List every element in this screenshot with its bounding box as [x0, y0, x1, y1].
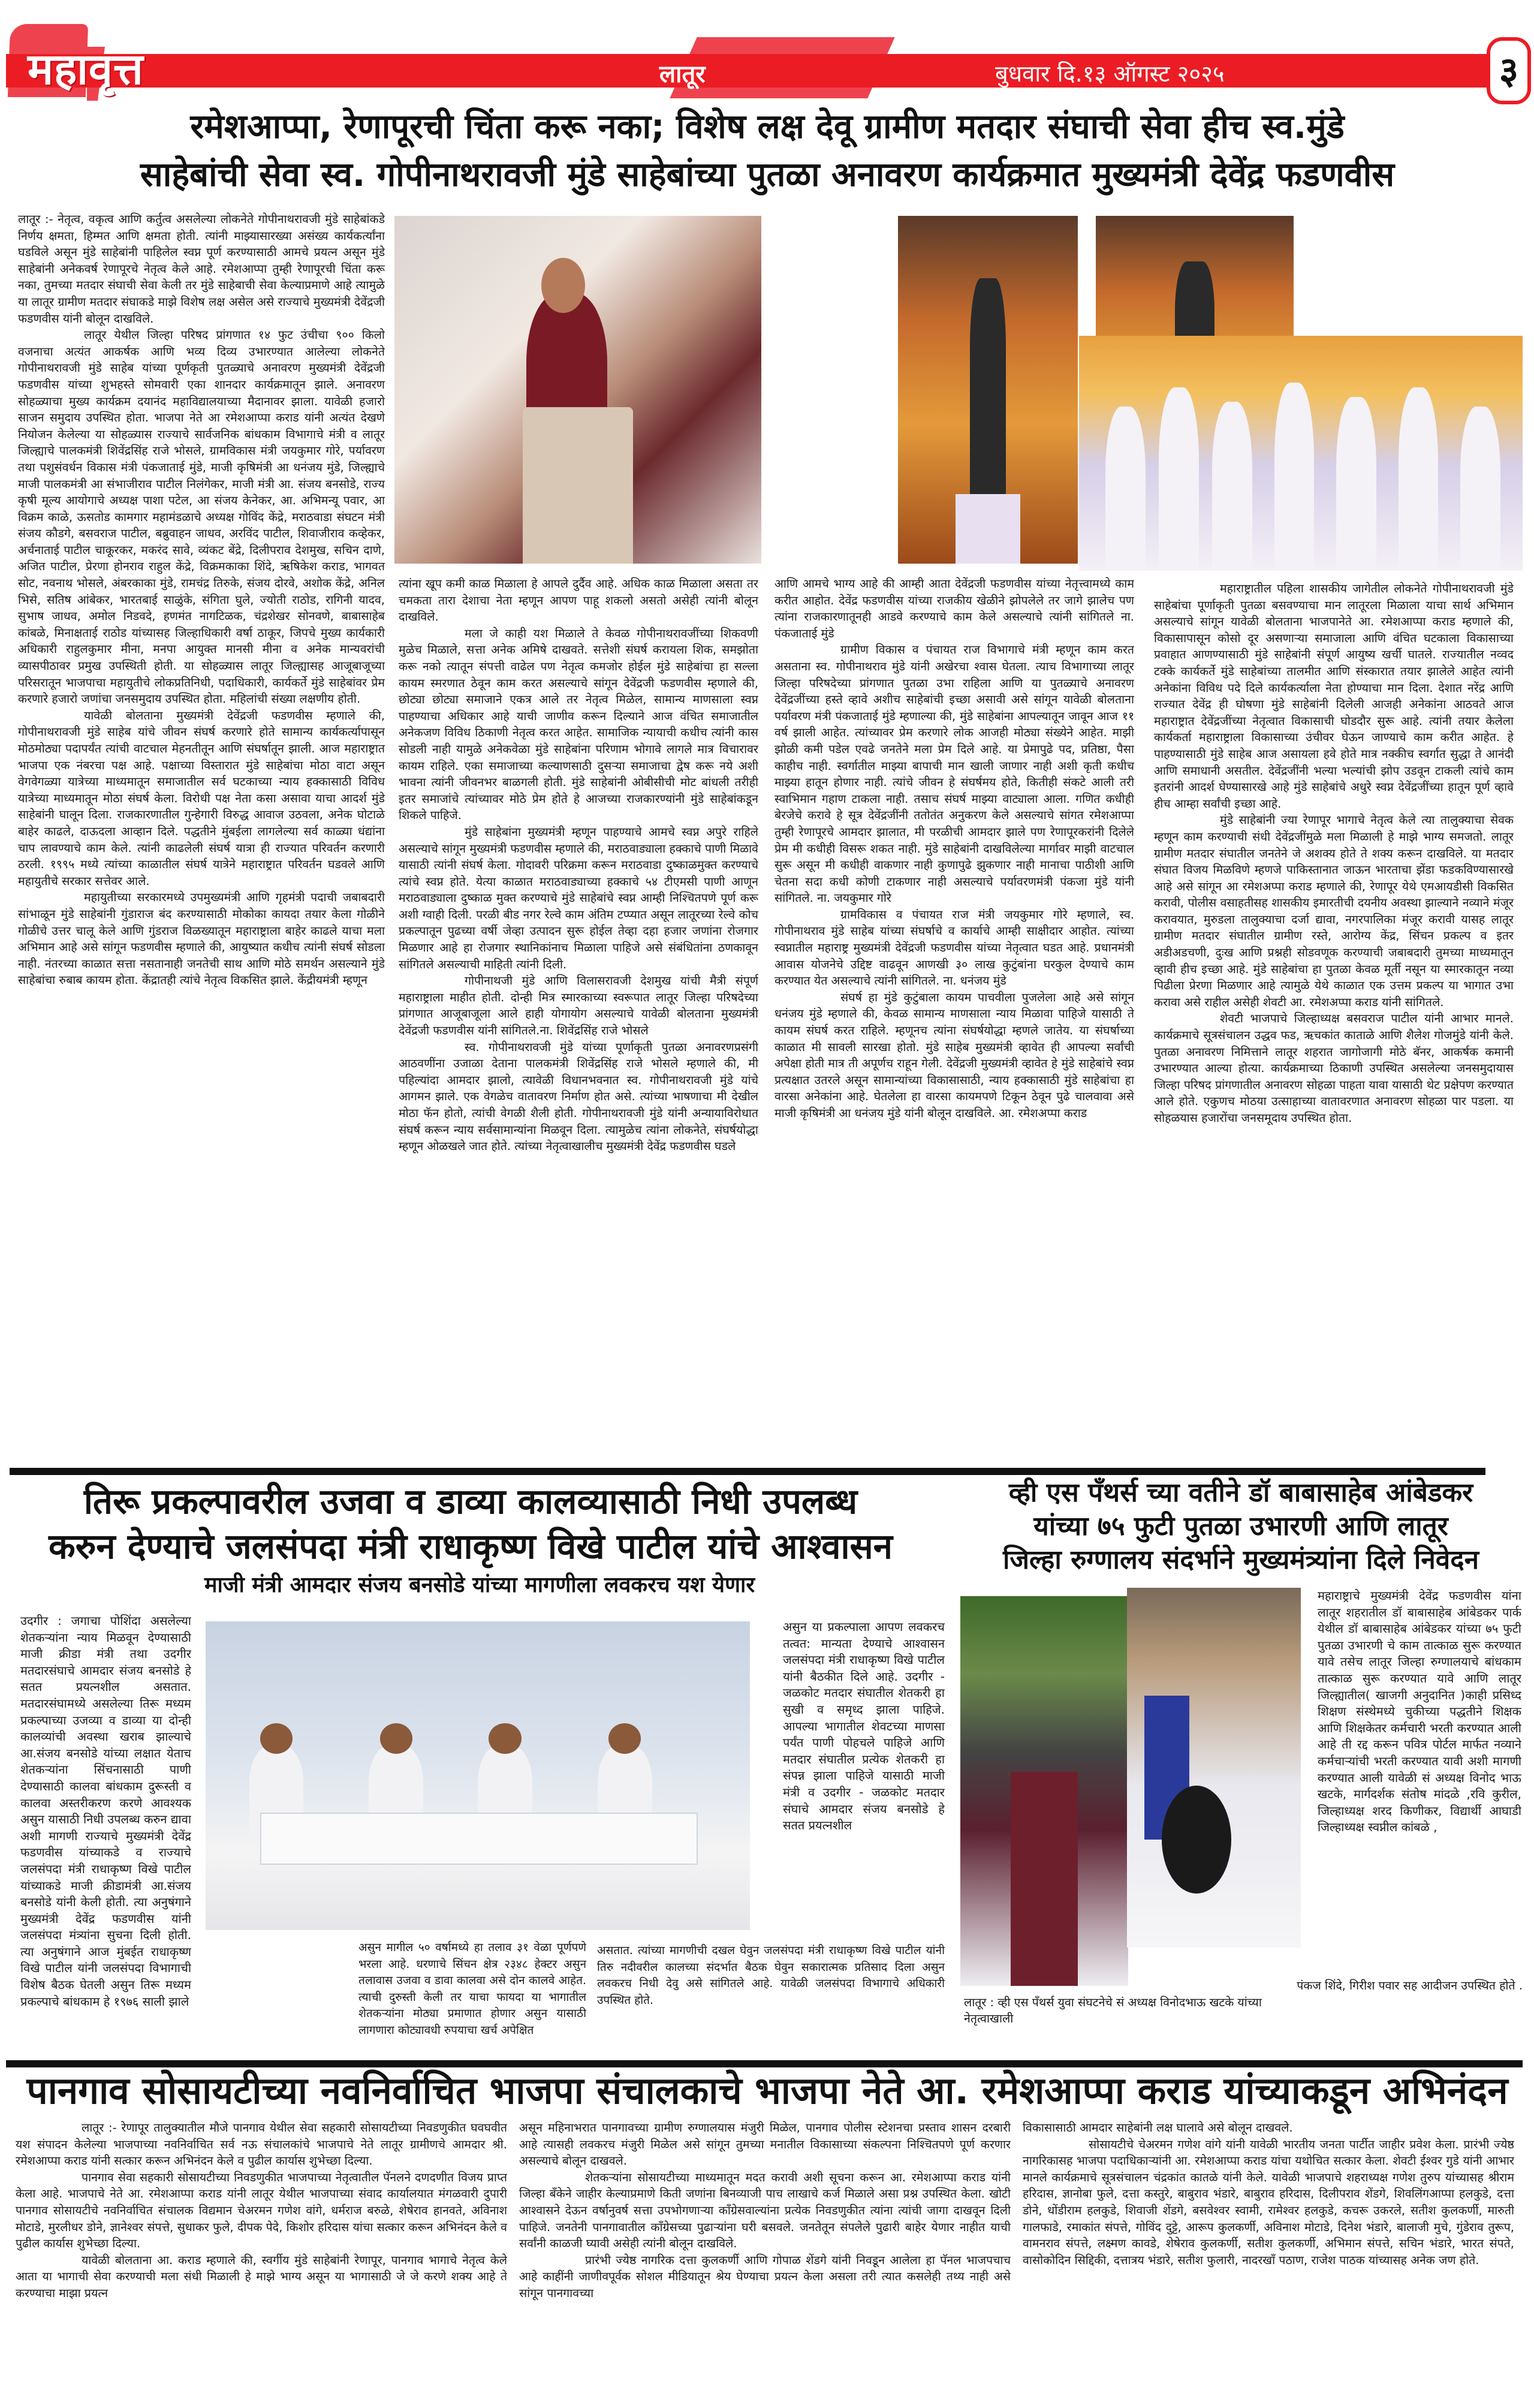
story1-col4-para: महाराष्ट्रातील पहिला शासकीय जागेतील लोकनेते गोपीनाथरावजी मुंडे साहेबांचा पूर्णाकृती पुतळा बसवण्याचा मान लातूरला मिळाला याचा सार्थ अभिमान असल्याचे सांगून यावेळी बोलताना भाजपानेते आ. रमेशआप्पा कराड म्हणाले की, विकासापासून कोसो दूर असणाऱ्या समाजाला आणि वंचित घटकाला विकासाच्या प्रवाहात आणण्यासाठी मुंडे साहेबांनी संपूर्ण आयुष्य खर्ची घातले. राज्यातील नव्वद टक्के कार्यकर्ते मुंडे साहेबांच्या तालमीत आणि संस्कारात तयार झालेले आहेत त्यांनी अनेकांना विविध पदे दिले कार्यकर्त्याला नेता होण्याचा मान दिला. देशात नरेंद्र आणि राज्यात देवेंद्र ही घोषणा मुंडे साहेबांनी दिलेली आजही अनेकांना आठवते आज महाराष्ट्रात देवेंद्रजींच्या नेतृत्वात विकासाची घोडदौर सुरू आहे. त्यांनी तयार केलेला कार्यकर्ता महाराष्ट्राला विकासाच्या उंचीवर घेऊन जाण्याचे काम करीत आहेत. हे पाहण्यासाठी मुंडे साहेब आज असायला हवे होते मात्र नक्कीच स्वर्गात सुद्धा ते आनंदी आणि समाधानी असतील. देवेंद्रजींनी भल्या भल्यांची झोप उडवून टाकली त्यांचे काम इतरांनी आदर्श घेण्यासारखे आहे मुंडे साहेबांचे अधुरे स्वप्न देवेंद्रजींच्या हातून पूर्ण व्हावे हीच आम्हा सर्वांची इच्छा आहे.	[1154, 582, 1514, 811]
story2-column-1	[20, 1613, 191, 2045]
story1-col1-para: यावेळी बोलताना मुख्यमंत्री देवेंद्रजी फडणवीस म्हणाले की, गोपीनाथरावजी मुंडे साहेब यांचे जीवन संघर्ष करणारे होते सामान्य कार्यकर्त्यापासून मोठमोठ्या पदापर्यंत त्यांची वाटचाल मेहनतीतून आणि संघर्षातून झाली. आज महाराष्ट्रात भाजपा एक नंबरचा पक्ष आहे. पक्षाच्या विस्तारात मुंडे साहेबांचा मोठा वाटा असून वेगवेगळ्या यात्रेच्या माध्यमातून समाजातील सर्व घटकाच्या न्याय हक्कासाठी विविध यात्रेच्या माध्यमातून मोठा संघर्ष केला. विरोधी पक्ष नेता कसा असावा याचा आदर्श मुंडे साहेबांनी घालून दिला. राजकारणातील गुन्हेगारी विरुद्ध आवाज उठवला, अनेक घोटाळे बाहेर काढले, दाऊदला आव्हान दिले. पद्धतीने मुंबईला लागलेल्या सर्व काळ्या धंद्यांना चाप लावण्याचे काम केले. त्यांनी काढलेली संघर्ष यात्रा ही राज्यात परिवर्तन करणारी ठरली. १९९५ मध्ये त्यांच्या काळातील संघर्ष यात्रेने महाराष्ट्रात परिवर्तन घडवले आणि महायुतीचे सरकार सत्तेवर आले.	[18, 708, 385, 888]
story3-body-para: महाराष्ट्राचे मुख्यमंत्री देवेंद्र फडणवीस यांना लातूर शहरातील डॉ बाबासाहेब आंबेडकर पार्क येथील डॉ बाबासाहेब आंबेडकर यांच्या ७५ फुटी पुतळा उभारणी चे काम तात्काळ सुरू करण्यात यावे तसेच लातूर जिल्हा रुग्णालयाचे बांधकाम तात्काळ सुरू करण्यात यावे आणि लातूर जिल्ह्यातील( खाजगी अनुदानित )काही प्रसिध्द शिक्षण संस्थेमध्ये चुकीच्या पद्धतीने शिक्षक आणि शिक्षकेतर कर्मचारी भरती करण्यात आली आहे ती रद्द करून पवित्र पोर्टल मार्फत नव्याने कर्मचाऱ्यांची भरती करण्यात यावी अशी मागणी करण्यात आली यावेळी सं अध्यक्ष विनोद भाऊ खटके, मार्गदर्शक संतोष मांदळे ,रवि कुरील, जिल्हाध्यक्ष शरद किणीकर, विद्यार्थी आघाडी जिल्हाध्यक्ष स्वप्नील कांबळे ,	[1318, 1588, 1521, 1835]
story2-column-3a	[783, 1619, 945, 1931]
story1-col3-para: ग्रामविकास व पंचायत राज मंत्री जयकुमार गोरे म्हणाले, स्व. गोपीनाथराव मुंडे साहेब यांच्या संघर्षाचे व कार्याचे आम्ही साक्षीदार आहोत. त्यांच्या स्वप्नातील महाराष्ट्र मुख्यमंत्री देवेंद्रजी फडणवीस यांच्या नेतृत्वात घडत आहे. प्रधानमंत्री आवास योजनेचे उद्दिष्ट वाढवून आणखी ३० लाख कुटुंबांना घरकुल देण्याचे काम करण्यात येत असल्याचे त्यांनी सांगितले. ना. धनंजय मुंडे	[774, 907, 1134, 988]
story1-col2-para: मुंडे साहेबांना मुख्यमंत्री म्हणून पाहण्याचे आमचे स्वप्न अपुरे राहिले असल्याचे सांगून मुख्यमंत्री फडणवीस म्हणाले की, मराठवाड्याला हक्काचे पाणी मिळावे यासाठी त्यांनी संघर्ष केला. गोदावरी परिक्रमा करून मराठवाडा दुष्काळमुक्त करण्याचे त्यांचे स्वप्न होते. येत्या काळात मराठवाड्याच्या हक्काचे ५४ टीएमसी पाणी आणून मराठवाड्याला दुष्काळ मुक्त करण्याचे मुंडे साहेबांचे स्वप्न आम्ही निश्चितपणे पूर्ण करू अशी ग्वाही दिली. परळी बीड नगर रेल्वे काम अंतिम टप्प्यात असून लातूरच्या रेल्वे कोच प्रकल्पातून पुढच्या वर्षी जेव्हा उत्पादन सुरू होईल तेव्हा दहा हजार जणांना रोजगार मिळणार आहे हा रोजगार स्थानिकांनाच मिळाला पाहिजे असे संबंधितांना ठणकावून सांगितले असल्याची माहिती त्यांनी दिली.	[399, 824, 758, 971]
story4-col1-para: लातूर :- रेणापूर तालुक्यातील मौजे पानगाव येथील सेवा सहकारी सोसायटीच्या निवडणुकीत घवघवीत यश संपादन केलेल्या भाजपाच्या नवनिर्वाचित सर्व नऊ संचालकांचे भाजपाचे नेते लातूर ग्रामीणचे आमदार श्री. रमेशआप्पा कराड यांनी सत्कार करून अभिनंदन केले व पुढील कार्यास शुभेच्छा दिल्या.	[16, 2121, 507, 2168]
story1-col4-para: मुंडे साहेबांनी ज्या रेणापूर भागाचे नेतृत्व केले त्या तालुक्याचा सेवक म्हणून काम करण्याची संधी देवेंद्रजींमुळे मला मिळाली हे माझे भाग्य समजतो. लातूर ग्रामीण मतदार संघातील जनतेने जे अशक्य होते ते शक्य करून दाखविले. या मतदार संघात विजय मिळविणे म्हणजे पाकिस्तानात जाऊन भारताचा झेंडा फडकविण्यासारखे आहे असे सांगून आ रमेशअप्पा कराड म्हणाले की, रेणापूर येथे एमआयडीसी विकसित करावी, पोलीस वसाहतीसह शासकीय इमारतीची दयनीय अवस्था झाल्याने नव्याने मंजूर करावयात, मुरुडला तालुक्याचा दर्जा द्यावा, नगरपालिका मंजूर करावी यासह लातूर ग्रामीण मतदार संघातील ग्रामीण रस्ते, आरोग्य केंद्र, सिंचन प्रकल्प व इतर अडीअडचणी, दुःख आणि प्रश्नही सोडवणूक करण्याची जबाबदारी तुमच्या माध्यमातून व्हावी हीच इच्छा आहे. मुंडे साहेबांचा हा पुतळा केवळ मूर्ती नसून या स्मारकातून नव्या पिढीला प्रेरणा मिळणार आहे त्यामुळे येथे काळात एक उत्तम प्रकल्प या भागात उभा करावा असे राहील असेही शेवटी आ. रमेशअप्पा कराड यांनी सांगितले.	[1154, 813, 1514, 1009]
story4-headline: पानगाव सोसायटीच्या नवनिर्वाचित भाजपा संचालकाचे भाजपा नेते आ. रमेशआप्पा कराड यांच्याकडून अभिनंदन	[26, 2069, 1508, 2112]
story1-column-1	[18, 211, 385, 1302]
story3-body	[1318, 1588, 1521, 1971]
story4-col3-para: विकासासाठी आमदार साहेबांनी लक्ष घालावे असे बोलून दाखवले.	[1023, 2121, 1293, 2135]
story1-col2-para: मला जे काही यश मिळाले ते केवळ गोपीनाथरावजींच्या शिकवणी मुळेच मिळाले, सत्ता अनेक अमिषे दाखवते. सत्तेशी संघर्ष करायला शिक, समझोता करू नको त्यातून संपत्ती वाढेल पण नेतृत्व कमजोर होईल मुंडे साहेबांचा हा सल्ला कायम स्मरणात ठेवून काम करत असल्याचे सांगून देवेंद्रजी फडणवीस म्हणाले की, छोट्या छोट्या समाजाने एकत्र आले तर नेतृत्व मिळेल, सामान्य माणसाला स्वप्न पाहण्याचा अधिकार आहे याची जाणीव करून दिल्याने आज वंचित समाजातील अनेकजण विविध ठिकाणी नेतृत्व करत आहेत. सामाजिक न्यायाची कधीच त्यांनी कास सोडली नाही यामुळे अनेकवेळा मुंडे साहेबांना परिणाम भोगावे लागले मात्र विचारावर कायम राहिले. एका समाजाच्या कल्याणसाठी दुसऱ्या समाजाचा द्वेष करू नये अशी भावना त्यांनी जीवनभर बाळगली होती. मुंडे साहेबांनी ओबीसीची मोट बांधली तरीही इतर समाजांचे त्यांच्यावर मोठे प्रेम होते हे आजच्या राजकारण्यांनी मुंडे साहेबांकडून शिकले पाहिजे.	[399, 626, 758, 823]
story2-subheadline: माजी मंत्री आमदार संजय बनसोडे यांच्या मागणीला लवकरच यश येणार	[204, 1573, 755, 1597]
story2-headline-line2: करुन देण्याचे जलसंपदा मंत्री राधाकृष्ण विखे पाटील यांचे आश्वासन	[49, 1526, 893, 1567]
story2-column-3b	[597, 1943, 945, 2045]
story1-col1-para: लातूर येथील जिल्हा परिषद प्रांगणात १४ फुट उंचीचा ९०० किलो वजनाचा अत्यंत आकर्षक आणि भव्य दिव्य उभारण्यात आलेल्या लोकनेते गोपीनाथरावजी मुंडे साहेब यांच्या पूर्णकृती पुतळ्याचे अनावरण मुख्यमंत्री देवेंद्रजी फडणवीस यांच्या शुभहस्ते सोमवारी एका शानदार कार्यक्रमातून झाले. अनावरण सोहळ्याचा मुख्य कार्यक्रम दयानंद महाविद्यालयाच्या मैदानावर झाला. यावेळी हजारो साजन समुदाय उपस्थित होता. भाजपा नेते आ रमेशआप्पा कराड यांनी अत्यंत देखणे नियोजन केलेल्या या सोहळ्यास राज्याचे सार्वजनिक बांधकाम विभागाचे मंत्री व लातूर जिल्ह्याचे पालकमंत्री शिवेंद्रसिंह राजे भोसले, ग्रामविकास मंत्री जयकुमार गोरे, पर्यावरण तथा पशुसंवर्धन विकास मंत्री पंकजाताई मुंडे, माजी कृषिमंत्री आ धनंजय मुंडे, जिल्ह्याचे माजी पालकमंत्री आ संभाजीराव पाटील निलंगेकर, माजी मंत्री आ. संजय बनसोडे, राज्य कृषी मूल्य आयोगाचे अध्यक्ष पाशा पटेल, आ संजय केनेकर, आ. अभिमन्यू पवार, आ विक्रम काळे, ऊसतोड कामगार महामंडळाचे अध्यक्ष गोविंद केंद्रे, मराठवाडा संघटन मंत्री संजय कौडगे, बसवराज पाटील, बब्रुवाहन जाधव, अरविंद पाटील, शिवाजीराव कव्हेकर, अर्चनाताई पाटील चाकूरकर, मकरंद सावे, व्यंकट बेंद्रे, दिलीपराव देशमुख, सचिन दाणे, अजित पाटील, प्रेरणा होनराव राहुल केंद्रे, विक्रमकाका शिंदे, ऋषिकेश कराड, भागवत सोट, नवनाथ भोसले, अंबरकाका मुंडे, रामचंद्र तिरुके, संजय दोरवे, अशोक केंद्रे, अनिल भिसे, सतिष आंबेकर, भारतबाई साळुंके, संगिता घुले, ज्योती राठोड, रागिनी यादव, सुभाष जाधव, अमोल निडवदे, हणमंत नागटिळक, चंद्रशेखर सोनवणे, बाबासाहेब कांबळे, मिनाक्षताई राठोड यांच्यासह जिल्हाधिकारी वर्षा ठाकूर, जिपचे मुख्य कार्यकारी अधिकारी राहुलकुमार मीना, मनपा आयुक्त मानसी मीना व अनेक मान्यवरांची व्यासपीठावर प्रमुख उपस्थिती होती. या सोहळ्यास लातूर जिल्ह्यासह आजूबाजूच्या परिसरातून भाजपाचा महायुतीचे लोकप्रतिनिधी, पदाधिकारी, कार्यकर्ते मुंडे साहेबांवर प्रेम करणारे हजारो जणांचा जनसमुदाय उपस्थित होता. महिलांची संख्या लक्षणीय होती.	[18, 328, 385, 706]
story3-body-tail: पंकज शिंदे, गिरीश पवार सह आदीजन उपस्थित होते .	[1297, 1979, 1523, 1992]
story1-headline-line1: रमेशआप्पा, रेणापूरची चिंता करू नका; विशेष लक्ष देवू ग्रामीण मतदार संघाची सेवा हीच स्व.मुंडे	[190, 107, 1345, 146]
story4-col3-para: सोसायटीचे चेअरमन गणेश वांगे यांनी यावेळी भारतीय जनता पार्टीत जाहीर प्रवेश केला. प्रारंभी ज्येष्ठ नागरिकासह भाजपा पदाधिकाऱ्यांनी आ. रमेशआप्पा कराड यांचा यथोचित सत्कार केला. शेवटी ईश्वर गुडे यांनी आभार मानले कार्यक्रमाचे सूत्रसंचालन चंद्रकांत कातळे यांनी केले. यावेळी भाजपाचे शहराध्यक्ष गणेश तुरुप यांच्यासह श्रीराम हरिदास, ज्ञानोबा फुले, दत्ता कस्तुरे, बाबुराव भंडारे, बाबुराव हरिदास, दिलीपराव शेंडगे, शिवलिंगआप्पा हलकुडे, दत्ता डोने, धोंडीराम हलकुडे, शिवाजी शेंडगे, बसवेश्वर स्वामी, रामेश्वर हलकुडे, कचरू उकरले, सतीश कुलकर्णी, मारुती गालफाडे, रमाकांत संपत्ते, गोविंद दुट्टे, आरूप कुलकर्णी, अविनाश मोटाडे, दिनेश भंडारे, बालाजी मुचे, गुंडेराव तुरूप, वामनराव संपत्ते, लक्ष्मण कावडे, शेषेराव कुलकर्णी, सतीश कुलकर्णी, अभिमान संपत्ते, सचिन भंडारे, भारत संपते, वासोकोदिन सिद्दिकी, दत्तात्रय भंडारे, सतीश फुलारी, नादरखॉं पठाण, राजेश पाठक यांच्यासह अनेक जण होते.	[1023, 2137, 1514, 2267]
section-divider	[10, 1468, 1149, 1475]
story4-column-2	[519, 2120, 1011, 2401]
photo-caption: लातूर : व्ही एस पँथर्स युवा संघटनेचे सं अध्यक्ष विनोदभाऊ खटके यांच्या नेतृत्वाखाली	[964, 1995, 1262, 2025]
story4-column-1	[16, 2120, 507, 2401]
story3-headline-line2: यांच्या ७५ फुटी पुतळा उभारणी आणि लातूर	[1033, 1511, 1448, 1542]
story3-headline-line1: व्ही एस पँथर्स च्या वतीने डॉ बाबासाहेब आंबेडकर	[1008, 1477, 1473, 1508]
story1-col3-para: आणि आमचे भाग्य आहे की आम्ही आता देवेंद्रजी फडणवीस यांच्या नेतृत्त्वामध्ये काम करीत आहोत. देवेंद्र फडणवीस यांच्या राजकीय खेळीने झोपलेले तर जागे झालेच पण त्यांना राजकारणातूनही आडवे करण्याचे काम केले असल्याचे त्यांनी सांगितले ना. पंकजाताई मुंडे	[774, 577, 1134, 640]
photo-chief-minister-speech	[394, 216, 761, 564]
story1-col2-para: स्व. गोपीनाथरावजी मुंडे यांच्या पूर्णाकृती पुतळा अनावरणप्रसंगी आठवणींना उजाळा देताना पालकमंत्री शिवेंद्रसिंह राजे भोसले म्हणाले की, मी पहिल्यांदा आमदार झालो, त्यावेळी विधानभवनात स्व. गोपीनाथरावजी मुंडे यांचे आगमन झाले. एक वेगळेच वातावरण निर्माण होत असे. त्यांच्या भाषणाचा मी देखील मोठा फॅन होतो, त्यांची वेगळी शैली होती. गोपीनाथरावजी मुंडे यांनी अन्यायाविरोधात संघर्ष करून न्याय सर्वसामान्यांना मिळवून दिला. त्यामुळेच त्यांना लोकनेते, संघर्षयोद्धा म्हणून ओळखले जात होते. त्यांच्या नेतृत्वाखालीच मुख्यमंत्री देवेंद्र फडणवीस घडले	[399, 1040, 758, 1154]
story2-headline-line1: तिरू प्रकल्पावरील उजवा व डाव्या कालव्यासाठी निधी उपलब्ध	[83, 1481, 858, 1522]
story3-headline-line3: जिल्हा रुग्णालय संदर्भाने मुख्यमंत्र्यांना दिले निवेदन	[1002, 1545, 1479, 1575]
story1-column-4	[1154, 580, 1514, 1302]
masthead-band-front	[96, 54, 1487, 88]
section-divider	[1139, 1468, 1485, 1475]
story1-col4-para: शेवटी भाजपाचे जिल्हाध्यक्ष बसवराज पाटील यांनी आभार मानले. कार्यक्रमाचे सूत्रसंचालन उद्धव फड, ऋचकांत काताळे आणि शैलेश गोजमुंडे यांनी केले. पुतळा अनावरण निमित्ताने लातूर शहरात जागोजागी मोठे बॅनर, आकर्षक कमानी उभारण्यात आल्या होत्या. कार्यक्रमाच्या ठिकाणी उपस्थित असलेल्या जनसमुदायास जिल्हा परिषद प्रांगणातील अनावरण सोहळा पाहता यावा यासाठी थेट प्रक्षेपण करण्यात आले होते. एकुणच मोठया उत्साहाच्या वातावरणात अनावरण सोहळा पार पडला. या सोहळयास हजारोंचा जनसमूदाय उपस्थित होता.	[1154, 1012, 1514, 1125]
issue-date: बुधवार दि.१३ ऑगस्ट २०२५	[995, 61, 1225, 87]
photo-dignitaries-group	[1079, 336, 1523, 571]
story2-col1-para: उदगीर : जगाचा पोशिंदा असलेल्या शेतकऱ्यांना न्याय मिळवून देण्यासाठी माजी क्रीडा मंत्री तथा उदगीर मतदारसंघाचे आमदार संजय बनसोडे हे सतत प्रयत्नशील असतात. मतदारसंघामध्ये असलेल्या तिरू मध्यम प्रकल्पाच्या उजव्या व डाव्या या दोन्ही कालव्यांची अवस्था खराब झाल्याचे आ.संजय बनसोडे यांच्या लक्षात येताच शेतकऱ्यांना सिंचनासाठी पाणी देण्यासाठी कालवा बांधकाम दुरूस्ती व कालवा अस्तरीकरण करणे आवश्यक असुन यासाठी निधी उपलब्ध करुन द्यावा अशी मागणी राज्याचे मुख्यमंत्री देवेंद्र फडणवीस यांच्याकडे व राज्याचे जलसंपदा मंत्री राधाकृष्ण विखे पाटील यांच्याकडे माजी क्रीडामंत्री आ.संजय बनसोडे यांनी केली होती. त्या अनुषंगाने मुख्यमंत्री देवेंद्र फडणवीस यांनी जलसंपदा मंत्र्यांना सुचना दिली होती. त्या अनुषंगाने आज मुंबईत राधाकृष्ण विखे पाटील यांनी जलसंपदा विभागाची विशेष बैठक घेतली असुन तिरू मध्यम प्रकल्पाचे बांधकाम हे १९७६ साली झाले	[20, 1614, 191, 2009]
story4-col2-para: प्रारंभी ज्येष्ठ नागरिक दत्ता कुलकर्णी आणि गोपाळ शेंडगे यांनी निवडून आलेला हा पॅनल भाजपचाच आहे काहींनी जाणीवपूर्वक सोशल मीडियातून श्रेय घेण्याचा प्रयत्न केला असला तरी त्यात कसलेही तथ्य नाही असे सांगून पानगावच्या	[519, 2253, 1011, 2300]
story2-col2-para: असुन मागील ५० वर्षामध्ये हा तलाव ३१ वेळा पूर्णपणे भरला आहे. धरणाचे सिंचन क्षेत्र २३४८ हेक्टर असुन तलावास उजवा व डावा कालवा असे दोन कालवे आहेत. त्याची दुरुस्ती केली तर याचा फायदा या भागातील शेतकऱ्यांना मोठ्या प्रमाणात होणार असुन यासाठी लागणारा कोट्यावधी रुपयाचा खर्च अपेक्षित	[358, 1941, 586, 2037]
story1-col1-para: महायुतीच्या सरकारमध्ये उपमुख्यमंत्री आणि गृहमंत्री पदाची जबाबदारी सांभाळून मुंडे साहेबांनी गुंडाराज बंद करण्यासाठी मोकोका कायदा तयार केला गोळीने गोळीचे उत्तर चालू केले आणि गुंडराज विळख्यातून महाराष्ट्राला बाहेर काढले याचा मला अभिमान आहे असे सांगून फडणवीस म्हणाले की, आयुष्यात कधीच त्यांनी संघर्ष सोडला नाही. नंतरच्या काळात सत्ता नसतानाही जनतेची साथ आणि मोठे समर्थन असल्याने मुंडे साहेबांचा रुबाब कायम होता. केंद्रातही त्यांचे नेतृत्व विकसित झाले. केंद्रीयमंत्री म्हणून	[18, 890, 385, 988]
story1-col2-para: त्यांना खूप कमी काळ मिळाला हे आपले दुर्दैव आहे. अधिक काळ मिळाला असता तर चमकता तारा देशाचा नेता म्हणून आपण पाहू शकलो असतो असेही त्यांनी बोलून दाखविले.	[399, 577, 758, 624]
newspaper-brand: महावृत्त	[28, 44, 144, 94]
story1-headline-line2: साहेबांची सेवा स्व. गोपीनाथरावजी मुंडे साहेबांच्या पुतळा अनावरण कार्यक्रमात मुख्यमंत्री देवेंद्र फडणवीस	[140, 155, 1395, 194]
photo-cm-with-delegation	[960, 1596, 1128, 1986]
page-number: ३	[1487, 37, 1531, 104]
story1-col3-para: संघर्ष हा मुंडे कुटुंबाला कायम पाचवीला पुजलेला आहे असे सांगून धनंजय मुंडे म्हणाले की, केवळ सामान्य माणसाला न्याय मिळावा पाहिजे यासाठी ते कायम संघर्ष करत राहिले. म्हणूनच त्यांना संघर्षयोद्धा म्हणले जातेय. या संघर्षाच्या काळात मी सावली सारखा होतो. मुंडे साहेब मुख्यमंत्री व्हावेत ही आपल्या सर्वांची अपेक्षा होती मात्र ती अपूर्णच राहून गेली. देवेंद्रजी मुख्यमंत्री व्हावेत हे मुंडे साहेबांचे स्वप्न प्रत्यक्षात उतरले असून सामान्यांच्या विकासासाठी, न्याय हक्कासाठी मुंडे साहेबांचा हा वारसा अनेकांना आहे. घेतलेला हा वारसा कायमपणे टिकून ठेवून पुढे चालवावा असे माजी कृषिमंत्री आ धनंजय मुंडे यांनी बोलून दाखविले. आ. रमेशअप्पा कराड	[774, 990, 1134, 1120]
story4-col2-para: असून महिनाभरात पानगावच्या ग्रामीण रुग्णालयास मंजुरी मिळेल, पानगाव पोलीस स्टेशनचा प्रस्ताव शासन दरबारी आहे त्यासही लवकरच मंजुरी मिळेल असे सांगून तुमच्या मनातील विकासाच्या संकल्पना निश्चितपणे पूर्ण करणार असल्याचे बोलून दाखवले.	[519, 2121, 1011, 2168]
story4-col2-para: शेतकऱ्यांना सोसायटीच्या माध्यमातून मदत करावी अशी सूचना करून आ. रमेशआप्पा कराड यांनी जिल्हा बँकेने जाहीर केल्याप्रमाणे किती जणांना बिनव्याजी पाच लाखाचे कर्ज मिळाले असा प्रश्न उपस्थित केला. खोटी आश्वासने देऊन वर्षानुवर्ष सत्ता उपभोगणाऱ्या काँग्रेसवाल्यांना प्रत्येक निवडणुकीत त्यांना त्यांची जागा दाखवून दिली पाहिजे. जनतेनी पानगावातील काँग्रेसच्या पुढाऱ्यांना घरी बसवले. जनतेतून संपलेले पुढारी बाहेर येणार नाहीत याची सर्वांनी काळजी घ्यावी असेही त्यांनी बोलून दाखविले.	[519, 2170, 1011, 2251]
story4-column-3	[1023, 2120, 1514, 2401]
photo-water-resources-meeting	[206, 1621, 750, 1930]
story1-col1-para: लातूर :- नेतृत्व, वकृत्व आणि कर्तुत्व असलेल्या लोकनेते गोपीनाथरावजी मुंडे साहेबांकडे निर्णय क्षमता, हिम्मत आणि क्षमता होती. त्यांनी माझ्यासारख्या असंख्य कार्यकर्त्यांना घडविले असून मुंडे साहेबांनी पाहिलेल स्वप्न पूर्ण करण्यासाठी आमचे प्रयत्न असून मुंडे साहेबांनी अनेकवर्ष रेणापूरचे नेतृत्व केले आहे. रमेशआप्पा तुम्ही रेणापूरची चिंता करू नका, तुमच्या मतदार संघाची सेवा केली तर मुंडे साहेबाची सेवा केल्याप्रमाणे आहे त्यामुळे या लातूर ग्रामीण मतदार संघाकडे माझे विशेष लक्ष असेल असे राज्याचे मुख्यमंत्री देवेंद्रजी फडणवीस यांनी बोलून दाखविले.	[18, 212, 385, 326]
story1-col2-para: गोपीनाथजी मुंडे आणि विलासरावजी देशमुख यांची मैत्री संपूर्ण महाराष्ट्राला माहीत होती. दोन्ही मित्र स्मारकाच्या स्वरूपात लातूर जिल्हा परिषदेच्या प्रांगणात आजूबाजूला आले हाही योगायोग असल्याचे यावेळी बोलताना मुख्यमंत्री देवेंद्रजी फडणवीस यांनी सांगितले.ना. शिवेंद्रसिंह राजे भोसले	[399, 974, 758, 1038]
section-divider	[6, 2060, 1523, 2067]
story2-col3a-para: असुन या प्रकल्पाला आपण लवकरच तत्वत: मान्यता देण्याचे आश्वासन जलसंपदा मंत्री राधाकृष्ण विखे पाटील यांनी बैठकीत दिले आहे. उदगीर - जळकोट मतदार संघातील शेतकरी हा सुखी व समृध्द झाला पाहिजे. आपल्या भागातील शेवटच्या माणसा पर्यंत पाणी पोहचले पाहिजे आणि मतदार संघातील प्रत्येक शेतकरी हा संपन्न झाला पाहिजे यासाठी माजी मंत्री व उदगीर - जळकोट मतदार संघाचे आमदार संजय बनसोडे हे सतत प्रयत्नशील	[783, 1620, 945, 1833]
edition-city: लातूर	[659, 61, 706, 88]
story4-col1-para: यावेळी बोलताना आ. कराड म्हणाले की, स्वर्गीय मुंडे साहेबांनी रेणापूर, पानगाव भागाचे नेतृत्व केले आता या भागाची सेवा करण्याची मला संधी मिळाली हे माझे भाग्य असून या भागासाठी जे जे करणे शक्य आहे ते करण्याचा माझा प्रयत्न	[16, 2253, 507, 2300]
photo-statue-left	[898, 216, 1078, 564]
story2-col3b-para: असतात. त्यांच्या मागणीची दखल घेवुन जलसंपदा मंत्री राधाकृष्ण विखे पाटील यांनी तिरु नदीवरील कालच्या संदर्भात बैठक घेवुन सकारात्मक प्रतिसाद दिला असुन लवकरच निधी देवु असे सांगितले आहे. यावेळी जलसंपदा विभागाचे अधिकारी उपस्थित होते.	[597, 1944, 945, 2007]
story2-column-2	[358, 1940, 586, 2045]
story4-col1-para: पानगाव सेवा सहकारी सोसायटीच्या निवडणुकीत भाजपाच्या नेतृत्वातील पॅनलने दणदणीत विजय प्राप्त केला आहे. भाजपाचे नेते आ. रमेशआप्पा कराड यांनी लातूर येथील भाजपाच्या संवाद कार्यालयात मंगळवारी दुपारी पानगाव सोसायटीचे नवनिर्वाचित संचालक विद्यमान चेअरमन गणेश वांगे, धर्मराज बरुळे, शेषेराव हानवते, अविनाश मोटाडे, मुरलीधर डोने, ज्ञानेश्वर संपत्ते, सुधाकर फुले, दीपक पेदे, किशोर हरिदास यांचा सत्कार करून अभिनंदन केले व पुढील कार्यास शुभेच्छा दिल्या.	[16, 2170, 507, 2251]
photo-panthers-memorandum	[1127, 1588, 1301, 1948]
story1-column-3	[774, 576, 1134, 1302]
story1-col3-para: ग्रामीण विकास व पंचायत राज विभागाचे मंत्री म्हणून काम करत असताना स्व. गोपीनाथराव मुंडे यांनी अखेरचा श्वास घेतला. त्याच विभागाच्या लातूर जिल्हा परिषदेच्या प्रांगणात पुतळा उभा राहिला आणि या पुतळ्याचे अनावरण देवेंद्रजींच्या हस्ते व्हावे अशीच साहेबांची इच्छा असावी असे सांगून यावेळी बोलताना पर्यावरण मंत्री पंकजाताई मुंडे म्हणाल्या की, मुंडे साहेबांना आपल्यातून जावून आज ११ वर्ष झाली आहेत. त्यांच्यावर प्रेम करणारे लोक आजही मोठ्या संख्येने आहेत. माझी झोळी कमी पडेल एवढे जनतेने मला प्रेम दिले आहे. या प्रेमापुढे पद, प्रतिष्ठा, पैसा काहीच नाही. स्वर्गातील माझ्या बापाची मान खाली जाणार नाही अशी कृती कधीच माझ्या हातून होणार नाही. त्यांचे जीवन हे संघर्षमय होते, कितीही संकटे आली तरी स्वाभिमान गहाण टाकला नाही. तसाच संघर्ष माझ्या वाट्याला आला. गणित कधीही बेरजेचे करावे हे सूत्र देवेंद्रजींनी ततोतंत अनुकरण केले असल्याचे सांगत रमेशआप्पा तुम्ही रेणापूरचे आमदार झालात, मी परळीची आमदार झाले पण रेणापूरकरांनी दिलेले प्रेम मी कधीही विसरू शकत नाही. मुंडे साहेबांनी दाखविलेल्या मार्गावर माझी वाटचाल सुरू असून मी कधीही वाकणार नाही कुणापुढे झुकणार नाही मानाचा पाठीशी आणि चेतना सदा कधी कोणी टाकणार नाही असल्याचे पर्यावरणमंत्री पंकजा मुंडे यांनी सांगितले. ना. जयकुमार गोरे	[774, 643, 1134, 905]
story1-column-2	[399, 576, 758, 1302]
